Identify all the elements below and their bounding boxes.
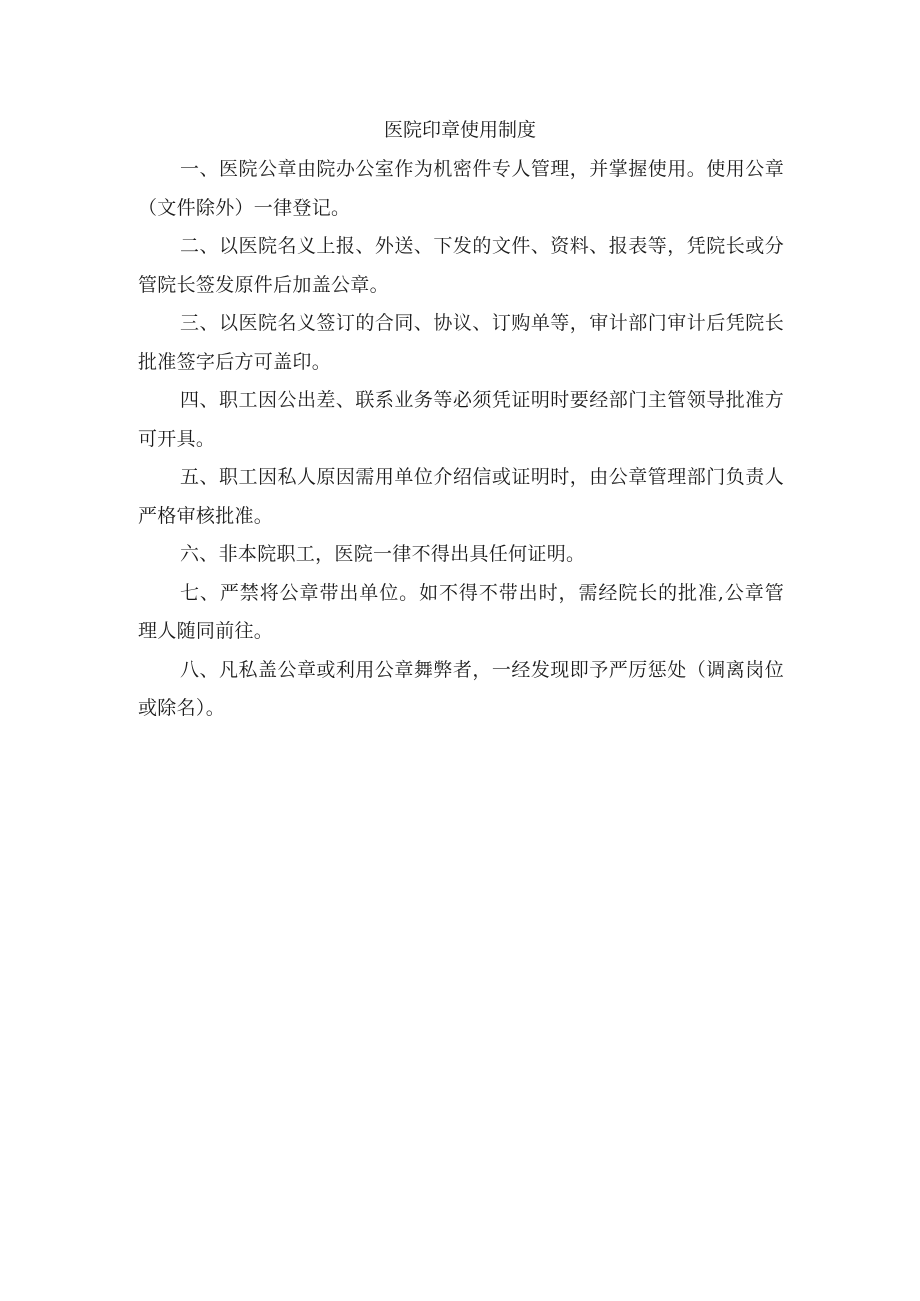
clause-7: 七、严禁将公章带出单位。如不得不带出时，需经院长的批准,公章管理人随同前往。 [138, 581, 784, 642]
clause-1: 一、医院公章由院办公室作为机密件专人管理，并掌握使用。使用公章（文件除外）一律登记。 [138, 158, 784, 219]
clause-8: 八、凡私盖公章或利用公章舞弊者，一经发现即予严厉惩处（调离岗位或除名）。 [138, 658, 784, 719]
clause-4: 四、职工因公出差、联系业务等必须凭证明时要经部门主管领导批准方可开具。 [138, 389, 784, 450]
clause-2: 二、以医院名义上报、外送、下发的文件、资料、报表等，凭院长或分管院长签发原件后加盖公章。 [138, 235, 784, 296]
clause-3: 三、以医院名义签订的合同、协议、订购单等，审计部门审计后凭院长批准签字后方可盖印。 [138, 312, 784, 373]
document-title: 医院印章使用制度 [383, 119, 536, 141]
document-body [138, 150, 784, 728]
clause-5: 五、职工因私人原因需用单位介绍信或证明时，由公章管理部门负责人严格审核批准。 [138, 466, 784, 527]
clause-6: 六、非本院职工，医院一律不得出具任何证明。 [180, 543, 586, 565]
